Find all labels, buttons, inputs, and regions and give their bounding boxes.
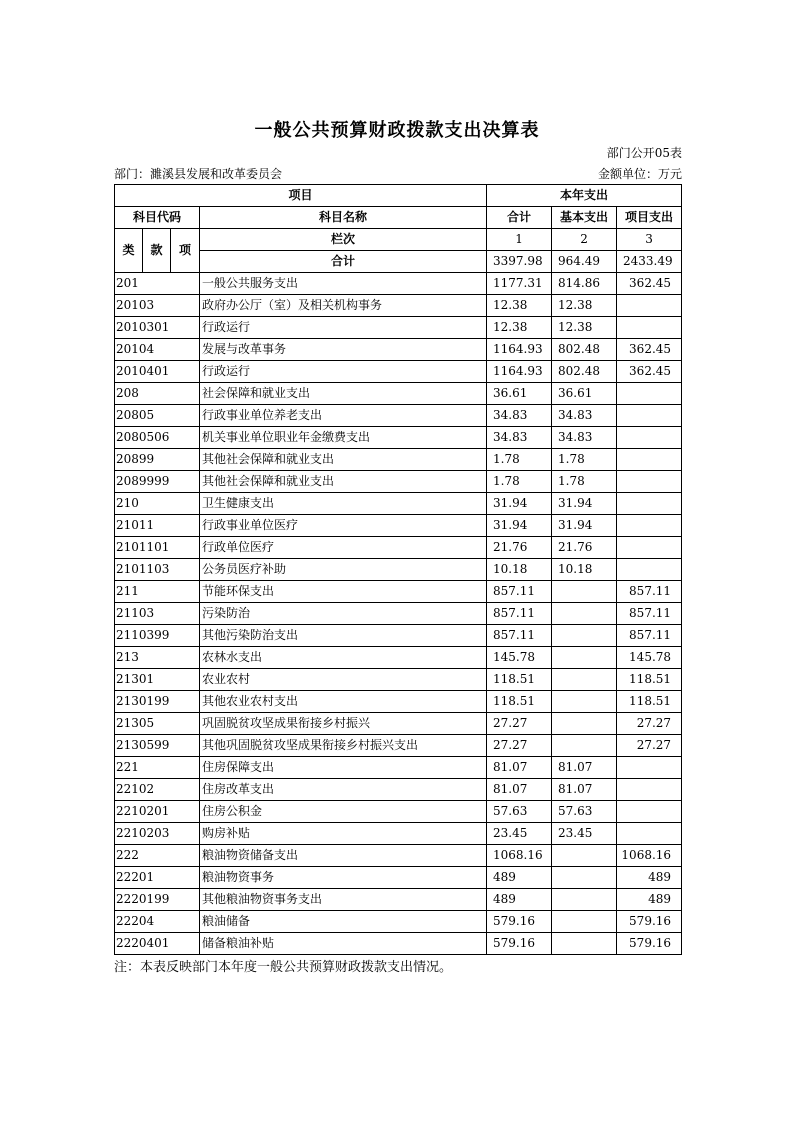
expenditure-table (114, 184, 682, 955)
row-basic: 1.78 (552, 471, 617, 493)
row-name: 其他农业农村支出 (200, 691, 487, 713)
row-code: 20805 (115, 405, 200, 427)
total-project: 2433.49 (617, 251, 682, 273)
row-name: 其他社会保障和就业支出 (200, 471, 487, 493)
table-row (115, 471, 682, 493)
row-total: 31.94 (487, 493, 552, 515)
row-name: 公务员医疗补助 (200, 559, 487, 581)
row-project: 489 (617, 867, 682, 889)
row-basic: 802.48 (552, 361, 617, 383)
row-project (617, 537, 682, 559)
row-basic: 81.07 (552, 757, 617, 779)
row-total: 23.45 (487, 823, 552, 845)
row-name: 机关事业单位职业年金缴费支出 (200, 427, 487, 449)
row-basic (552, 603, 617, 625)
table-row (115, 317, 682, 339)
row-name: 储备粮油补贴 (200, 933, 487, 955)
row-name: 住房改革支出 (200, 779, 487, 801)
row-total: 81.07 (487, 779, 552, 801)
table-row (115, 691, 682, 713)
row-basic (552, 933, 617, 955)
row-name: 行政单位医疗 (200, 537, 487, 559)
total-total: 3397.98 (487, 251, 552, 273)
table-number: 部门公开05表 (606, 146, 682, 160)
total-basic: 964.49 (552, 251, 617, 273)
row-basic: 81.07 (552, 779, 617, 801)
row-code: 2130599 (115, 735, 200, 757)
row-code: 21103 (115, 603, 200, 625)
row-total: 1164.93 (487, 339, 552, 361)
row-total: 489 (487, 889, 552, 911)
row-project (617, 515, 682, 537)
header-col3: 3 (617, 229, 682, 251)
unit-label: 金额单位：万元 (597, 167, 682, 181)
table-row (115, 449, 682, 471)
row-basic (552, 669, 617, 691)
row-code: 21301 (115, 669, 200, 691)
row-code: 221 (115, 757, 200, 779)
row-basic (552, 889, 617, 911)
row-total: 10.18 (487, 559, 552, 581)
row-total: 857.11 (487, 625, 552, 647)
header-project: 项目 (115, 185, 487, 207)
table-row (115, 427, 682, 449)
row-total: 579.16 (487, 933, 552, 955)
table-row (115, 405, 682, 427)
header-lei: 类 (115, 229, 143, 273)
header-total: 合计 (487, 207, 552, 229)
table-row (115, 779, 682, 801)
header-row-3 (115, 229, 682, 251)
header-row-1 (115, 185, 682, 207)
row-project: 27.27 (617, 713, 682, 735)
row-project (617, 823, 682, 845)
row-total: 31.94 (487, 515, 552, 537)
row-code: 210 (115, 493, 200, 515)
row-total: 34.83 (487, 427, 552, 449)
row-project: 857.11 (617, 581, 682, 603)
table-row (115, 933, 682, 955)
row-total: 1.78 (487, 449, 552, 471)
row-basic: 21.76 (552, 537, 617, 559)
row-code: 213 (115, 647, 200, 669)
row-total: 145.78 (487, 647, 552, 669)
row-total: 579.16 (487, 911, 552, 933)
table-row (115, 537, 682, 559)
table-row (115, 515, 682, 537)
row-code: 2089999 (115, 471, 200, 493)
table-row (115, 845, 682, 867)
header-basic: 基本支出 (552, 207, 617, 229)
row-project: 362.45 (617, 339, 682, 361)
row-basic: 23.45 (552, 823, 617, 845)
row-name: 粮油物资事务 (200, 867, 487, 889)
row-basic (552, 911, 617, 933)
row-total: 118.51 (487, 691, 552, 713)
row-name: 一般公共服务支出 (200, 273, 487, 295)
table-row (115, 603, 682, 625)
row-basic: 1.78 (552, 449, 617, 471)
row-basic: 31.94 (552, 515, 617, 537)
row-total: 27.27 (487, 735, 552, 757)
row-project: 1068.16 (617, 845, 682, 867)
row-name: 购房补贴 (200, 823, 487, 845)
row-name: 其他污染防治支出 (200, 625, 487, 647)
row-total: 81.07 (487, 757, 552, 779)
row-basic (552, 691, 617, 713)
row-basic (552, 867, 617, 889)
row-basic: 10.18 (552, 559, 617, 581)
table-row (115, 735, 682, 757)
header-col2: 2 (552, 229, 617, 251)
header-col1: 1 (487, 229, 552, 251)
header-subject-name: 科目名称 (200, 207, 487, 229)
header-xiang: 项 (171, 229, 200, 273)
row-project: 579.16 (617, 933, 682, 955)
row-project (617, 383, 682, 405)
row-project: 362.45 (617, 273, 682, 295)
row-code: 2080506 (115, 427, 200, 449)
row-code: 2130199 (115, 691, 200, 713)
row-project: 489 (617, 889, 682, 911)
department-label: 部门：濉溪县发展和改革委员会 (114, 167, 283, 181)
row-basic (552, 845, 617, 867)
row-code: 2220199 (115, 889, 200, 911)
row-basic (552, 647, 617, 669)
row-name: 粮油储备 (200, 911, 487, 933)
row-project: 579.16 (617, 911, 682, 933)
row-code: 222 (115, 845, 200, 867)
row-code: 2220401 (115, 933, 200, 955)
row-code: 2210201 (115, 801, 200, 823)
row-project: 118.51 (617, 669, 682, 691)
row-code: 21011 (115, 515, 200, 537)
row-project: 857.11 (617, 625, 682, 647)
row-name: 行政事业单位养老支出 (200, 405, 487, 427)
row-basic: 34.83 (552, 405, 617, 427)
row-code: 2101101 (115, 537, 200, 559)
row-name: 住房保障支出 (200, 757, 487, 779)
row-project (617, 295, 682, 317)
row-basic: 31.94 (552, 493, 617, 515)
row-basic: 12.38 (552, 295, 617, 317)
row-name: 农林水支出 (200, 647, 487, 669)
header-kuan: 款 (143, 229, 171, 273)
row-project: 118.51 (617, 691, 682, 713)
table-row (115, 273, 682, 295)
table-row (115, 647, 682, 669)
row-code: 2210203 (115, 823, 200, 845)
total-label: 合计 (200, 251, 487, 273)
row-code: 21305 (115, 713, 200, 735)
row-name: 农业农村 (200, 669, 487, 691)
row-name: 粮油物资储备支出 (200, 845, 487, 867)
row-total: 1177.31 (487, 273, 552, 295)
footnote: 注：本表反映部门本年度一般公共预算财政拨款支出情况。 (114, 960, 453, 975)
row-total: 57.63 (487, 801, 552, 823)
row-total: 857.11 (487, 603, 552, 625)
row-total: 12.38 (487, 317, 552, 339)
table-row (115, 581, 682, 603)
table-row (115, 823, 682, 845)
row-name: 节能环保支出 (200, 581, 487, 603)
row-basic: 36.61 (552, 383, 617, 405)
row-code: 201 (115, 273, 200, 295)
table-row (115, 669, 682, 691)
row-project: 362.45 (617, 361, 682, 383)
page-title: 一般公共预算财政拨款支出决算表 (254, 120, 540, 141)
row-basic (552, 581, 617, 603)
row-total: 1068.16 (487, 845, 552, 867)
row-total: 1164.93 (487, 361, 552, 383)
row-total: 36.61 (487, 383, 552, 405)
row-basic: 814.86 (552, 273, 617, 295)
row-basic (552, 713, 617, 735)
row-code: 20104 (115, 339, 200, 361)
row-project (617, 757, 682, 779)
row-project (617, 427, 682, 449)
row-name: 社会保障和就业支出 (200, 383, 487, 405)
row-basic: 802.48 (552, 339, 617, 361)
row-total: 27.27 (487, 713, 552, 735)
row-project (617, 801, 682, 823)
header-column-no: 栏次 (200, 229, 487, 251)
header-row-2 (115, 207, 682, 229)
row-code: 20899 (115, 449, 200, 471)
row-project: 27.27 (617, 735, 682, 757)
row-code: 2101103 (115, 559, 200, 581)
row-basic (552, 625, 617, 647)
header-subject-code: 科目代码 (115, 207, 200, 229)
row-total: 34.83 (487, 405, 552, 427)
row-name: 行政事业单位医疗 (200, 515, 487, 537)
row-name: 行政运行 (200, 317, 487, 339)
row-code: 22201 (115, 867, 200, 889)
row-project: 857.11 (617, 603, 682, 625)
row-basic: 34.83 (552, 427, 617, 449)
table-row (115, 625, 682, 647)
row-code: 2010301 (115, 317, 200, 339)
row-basic (552, 735, 617, 757)
table-row (115, 867, 682, 889)
header-project-exp: 项目支出 (617, 207, 682, 229)
table-row (115, 493, 682, 515)
row-project (617, 493, 682, 515)
row-code: 2110399 (115, 625, 200, 647)
row-code: 22204 (115, 911, 200, 933)
row-name: 污染防治 (200, 603, 487, 625)
row-total: 118.51 (487, 669, 552, 691)
header-current-year: 本年支出 (487, 185, 682, 207)
row-project (617, 449, 682, 471)
row-project (617, 317, 682, 339)
table-row (115, 383, 682, 405)
table-row (115, 559, 682, 581)
row-project (617, 559, 682, 581)
total-row (115, 251, 682, 273)
row-code: 2010401 (115, 361, 200, 383)
row-code: 20103 (115, 295, 200, 317)
row-total: 1.78 (487, 471, 552, 493)
table-row (115, 757, 682, 779)
row-name: 行政运行 (200, 361, 487, 383)
table-row (115, 361, 682, 383)
row-project: 145.78 (617, 647, 682, 669)
table-row (115, 713, 682, 735)
table-row (115, 295, 682, 317)
row-name: 其他粮油物资事务支出 (200, 889, 487, 911)
row-code: 22102 (115, 779, 200, 801)
row-name: 政府办公厅（室）及相关机构事务 (200, 295, 487, 317)
row-name: 其他社会保障和就业支出 (200, 449, 487, 471)
row-total: 12.38 (487, 295, 552, 317)
row-name: 住房公积金 (200, 801, 487, 823)
row-name: 其他巩固脱贫攻坚成果衔接乡村振兴支出 (200, 735, 487, 757)
table-row (115, 339, 682, 361)
row-name: 卫生健康支出 (200, 493, 487, 515)
row-name: 巩固脱贫攻坚成果衔接乡村振兴 (200, 713, 487, 735)
table-row (115, 889, 682, 911)
row-total: 21.76 (487, 537, 552, 559)
table-row (115, 801, 682, 823)
row-name: 发展与改革事务 (200, 339, 487, 361)
row-basic: 12.38 (552, 317, 617, 339)
row-code: 211 (115, 581, 200, 603)
row-code: 208 (115, 383, 200, 405)
row-project (617, 779, 682, 801)
table-row (115, 911, 682, 933)
row-project (617, 471, 682, 493)
row-basic: 57.63 (552, 801, 617, 823)
row-total: 857.11 (487, 581, 552, 603)
row-total: 489 (487, 867, 552, 889)
row-project (617, 405, 682, 427)
